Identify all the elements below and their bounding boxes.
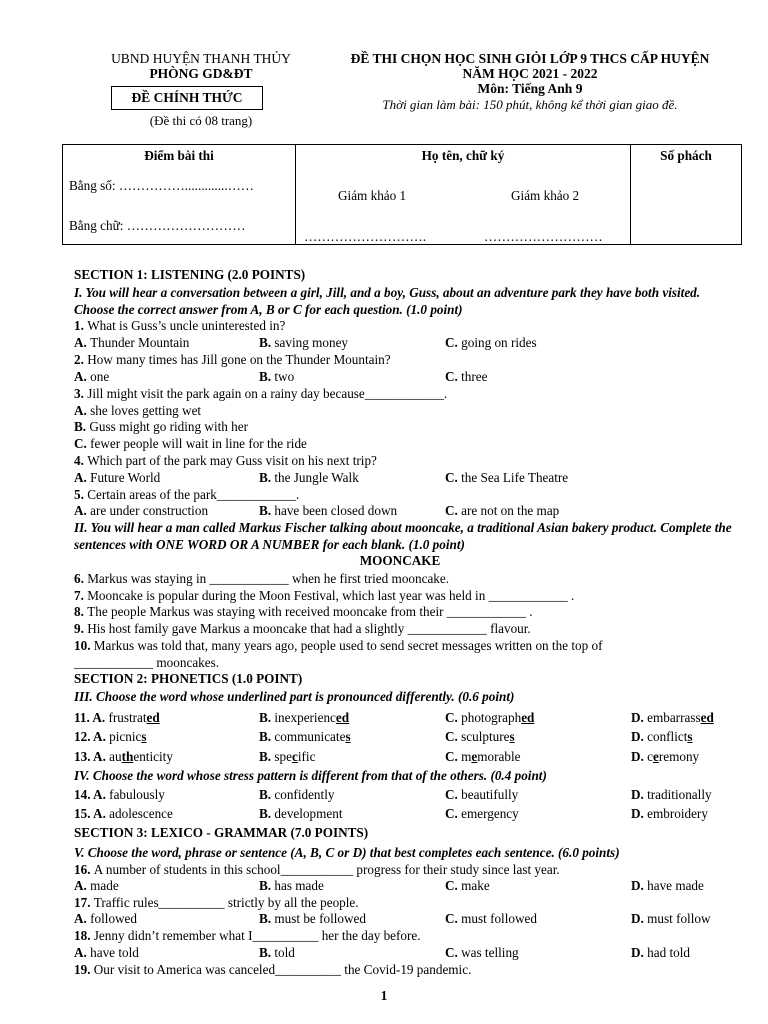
question-16: 16. A number of students in this school___________ progress for their study since last year. xyxy=(74,862,560,877)
q11-option-a: 11. A. frustrated xyxy=(74,710,160,725)
part-3-instructions: III. Choose the word whose underlined part is pronounced differently. (0.6 point) xyxy=(74,689,515,704)
q12-option-d: D. conflicts xyxy=(631,729,693,744)
question-8: 8. The people Markus was staying with received mooncake from their ____________ . xyxy=(74,604,533,619)
pages-note: (Đề thi có 08 trang) xyxy=(149,113,253,128)
q14-option-a: 14. A. fabulously xyxy=(74,787,165,802)
q5-option-c: C. are not on the map xyxy=(445,503,560,518)
q2-option-a: A. one xyxy=(74,369,110,384)
office-name: PHÒNG GD&ĐT xyxy=(149,66,253,81)
question-5: 5. Certain areas of the park____________. xyxy=(74,487,300,502)
q13-option-d: D. ceremony xyxy=(631,749,700,764)
section-2-title: SECTION 2: PHONETICS (1.0 POINT) xyxy=(74,671,303,686)
q18-option-c: C. was telling xyxy=(445,945,519,960)
q1-option-b: B. saving money xyxy=(259,335,349,350)
section-3-title: SECTION 3: LEXICO - GRAMMAR (7.0 POINTS) xyxy=(74,825,369,840)
q5-option-b: B. have been closed down xyxy=(259,503,398,518)
q13-option-c: C. memorable xyxy=(445,749,521,764)
q18-option-b: B. told xyxy=(259,945,295,960)
subject: Môn: Tiếng Anh 9 xyxy=(477,81,583,96)
q18-option-a: A. have told xyxy=(74,945,139,960)
info-table xyxy=(62,144,742,245)
q11-option-d: D. embarrassed xyxy=(631,710,714,725)
score-words: Bằng chữ: ……………………… xyxy=(69,218,246,233)
q2-option-c: C. three xyxy=(445,369,488,384)
official-label: ĐỀ CHÍNH THỨC xyxy=(111,86,263,110)
q11-option-b: B. inexperienced xyxy=(259,710,350,725)
part-1-instructions: I. You will hear a conversation between a girl, Jill, and a boy, Guss, about an adventure park they have both visited. Choose the correct answer from A, B or C for each question. (1.0 point) xyxy=(74,285,701,317)
exam-title: ĐỀ THI CHỌN HỌC SINH GIỎI LỚP 9 THCS CẤP HUYỆN xyxy=(350,51,710,66)
q13-option-a: 13. A. authenticity xyxy=(74,749,173,764)
q15-option-a: 15. A. adolescence xyxy=(74,806,173,821)
q11-option-c: C. photographed xyxy=(445,710,535,725)
score-cell xyxy=(63,145,296,245)
question-19: 19. Our visit to America was canceled__________ the Covid-19 pandemic. xyxy=(74,962,472,977)
question-9: 9. His host family gave Markus a mooncake that had a slightly ____________ flavour. xyxy=(74,621,531,636)
q12-option-c: C. sculptures xyxy=(445,729,515,744)
q1-option-c: C. going on rides xyxy=(445,335,537,350)
part-4-instructions: IV. Choose the word whose stress pattern is different from that of the others. (0.4 point) xyxy=(74,768,547,783)
q14-option-c: C. beautifully xyxy=(445,787,519,802)
question-10-continued: ____________ mooncakes. xyxy=(74,655,220,670)
examiner-1-signature: ………………………. xyxy=(304,229,426,244)
question-6: 6. Markus was staying in ____________ when he first tried mooncake. xyxy=(74,571,450,586)
q16-option-c: C. make xyxy=(445,878,490,893)
examiner-title: Họ tên, chữ ký xyxy=(421,148,505,163)
score-title: Điểm bài thi xyxy=(144,148,214,163)
q17-option-d: D. must follow xyxy=(631,911,711,926)
mooncake-heading: MOONCAKE xyxy=(359,553,441,568)
q4-option-a: A. Future World xyxy=(74,470,161,485)
question-3: 3. Jill might visit the park again on a rainy day because____________. xyxy=(74,386,448,401)
q17-option-a: A. followed xyxy=(74,911,138,926)
question-17: 17. Traffic rules__________ strictly by all the people. xyxy=(74,895,359,910)
examiner-2: Giám khảo 2 xyxy=(511,188,580,203)
serial-title: Số phách xyxy=(660,148,712,163)
examiner-cell xyxy=(296,145,631,245)
examiner-2-signature: ……………………… xyxy=(484,229,603,244)
q1-option-a: A. Thunder Mountain xyxy=(74,335,190,350)
score-number: Bằng số: …………….............…… xyxy=(69,178,254,193)
q3-option-b: B. Guss might go riding with her xyxy=(74,419,249,434)
q17-option-b: B. must be followed xyxy=(259,911,366,926)
question-18: 18. Jenny didn’t remember what I__________ her the day before. xyxy=(74,928,421,943)
q13-option-b: B. specific xyxy=(259,749,316,764)
q12-option-a: 12. A. picnics xyxy=(74,729,147,744)
q5-option-a: A. are under construction xyxy=(74,503,209,518)
page-number: 1 xyxy=(380,988,388,1003)
part-2-instructions: II. You will hear a man called Markus Fischer talking about mooncake, a traditional Asian bakery product. Complete the sentences with ONE WORD OR A NUMBER for each blank. (1.0 point) xyxy=(74,520,732,552)
q3-option-a: A. she loves getting wet xyxy=(74,403,202,418)
q14-option-b: B. confidently xyxy=(259,787,335,802)
question-10: 10. Markus was told that, many years ago, people used to send secret messages written on the top of xyxy=(74,638,603,653)
q15-option-b: B. development xyxy=(259,806,343,821)
q17-option-c: C. must followed xyxy=(445,911,537,926)
part-5-instructions: V. Choose the word, phrase or sentence (A, B, C or D) that best completes each sentence. (6.0 points) xyxy=(74,845,620,860)
question-1: 1. What is Guss’s uncle uninterested in? xyxy=(74,318,286,333)
q4-option-b: B. the Jungle Walk xyxy=(259,470,359,485)
q16-option-a: A. made xyxy=(74,878,119,893)
school-year: NĂM HỌC 2021 - 2022 xyxy=(462,66,598,81)
question-7: 7. Mooncake is popular during the Moon Festival, which last year was held in ____________ . xyxy=(74,588,575,603)
q14-option-d: D. traditionally xyxy=(631,787,712,802)
q15-option-c: C. emergency xyxy=(445,806,519,821)
examiner-1: Giám khảo 1 xyxy=(338,188,407,203)
q2-option-b: B. two xyxy=(259,369,295,384)
q12-option-b: B. communicates xyxy=(259,729,351,744)
q16-option-d: D. have made xyxy=(631,878,704,893)
q3-option-c: C. fewer people will wait in line for the ride xyxy=(74,436,307,451)
time-allowed: Thời gian làm bài: 150 phút, không kể thời gian giao đề. xyxy=(382,97,678,112)
question-4: 4. Which part of the park may Guss visit on his next trip? xyxy=(74,453,377,468)
section-1-title: SECTION 1: LISTENING (2.0 POINTS) xyxy=(74,267,306,282)
department-name: UBND HUYỆN THANH THỦY xyxy=(111,51,291,66)
q18-option-d: D. had told xyxy=(631,945,690,960)
q15-option-d: D. embroidery xyxy=(631,806,708,821)
q16-option-b: B. has made xyxy=(259,878,324,893)
q4-option-c: C. the Sea Life Theatre xyxy=(445,470,569,485)
question-2: 2. How many times has Jill gone on the Thunder Mountain? xyxy=(74,352,391,367)
serial-cell xyxy=(631,145,742,245)
